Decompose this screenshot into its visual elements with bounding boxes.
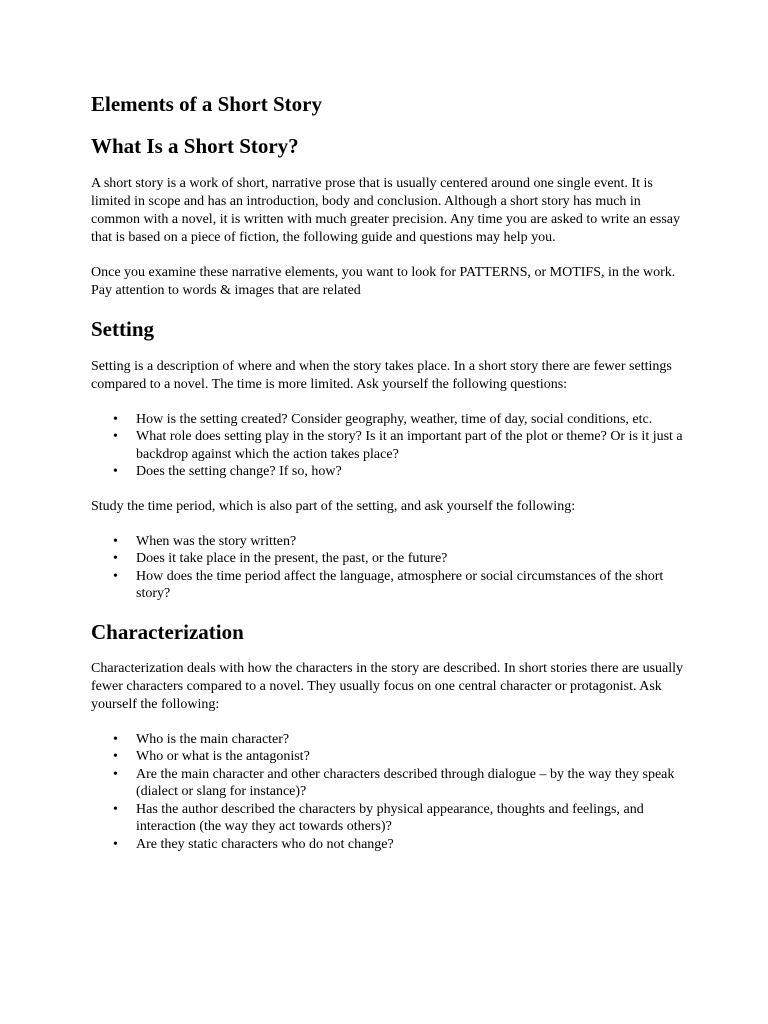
intro-paragraph-2: Once you examine these narrative elements, you want to look for PATTERNS, or MOTIFS, in the work. Pay attention to words & images that are related	[91, 265, 676, 299]
list-item: • Who is the main character?	[136, 731, 691, 749]
time-period-question-list	[91, 533, 691, 603]
document-page	[91, 92, 691, 870]
list-item: • Who or what is the antagonist?	[136, 748, 691, 766]
characterization-question-list	[91, 731, 691, 854]
list-item: • Has the author described the characters by physical appearance, thoughts and feelings, and interaction (the way they act towards others)?	[136, 801, 691, 836]
list-item: • How does the time period affect the language, atmosphere or social circumstances of the short story?	[136, 568, 691, 603]
intro-paragraph-1: A short story is a work of short, narrative prose that is usually centered around one single event. It is limited in scope and has an introduction, body and conclusion. Although a short story has much in common with a novel, it is written with much greater precision. Any time you are asked to write an essay that is based on a piece of fiction, the following guide and questions may help you.	[91, 176, 681, 246]
list-item: • Are they static characters who do not change?	[136, 836, 691, 854]
list-item: • When was the story written?	[136, 533, 691, 551]
setting-question-list	[91, 411, 691, 481]
setting-paragraph-1: Setting is a description of where and when the story takes place. In a short story there are fewer settings compared to a novel. The time is more limited. Ask yourself the following questions:	[91, 358, 672, 392]
characterization-paragraph-1: Characterization deals with how the characters in the story are described. In short stories there are usually fewer characters compared to a novel. They usually focus on one central character or protagonist. Ask yourself the following:	[91, 660, 684, 712]
list-item: • How is the setting created? Consider geography, weather, time of day, social conditions, etc.	[136, 411, 691, 429]
list-item: • Does it take place in the present, the past, or the future?	[136, 550, 691, 568]
setting-paragraph-2: Study the time period, which is also part of the setting, and ask yourself the following:	[91, 498, 576, 514]
heading-what-is-short-story: What Is a Short Story?	[91, 134, 299, 159]
list-item: • What role does setting play in the story? Is it an important part of the plot or theme? Or is it just a backdrop against which the action takes place?	[136, 428, 691, 463]
document-title: Elements of a Short Story	[91, 92, 322, 116]
list-item: • Does the setting change? If so, how?	[136, 463, 691, 481]
heading-setting: Setting	[91, 317, 154, 342]
list-item: • Are the main character and other characters described through dialogue – by the way they speak (dialect or slang for instance)?	[136, 766, 691, 801]
heading-characterization: Characterization	[91, 619, 244, 644]
